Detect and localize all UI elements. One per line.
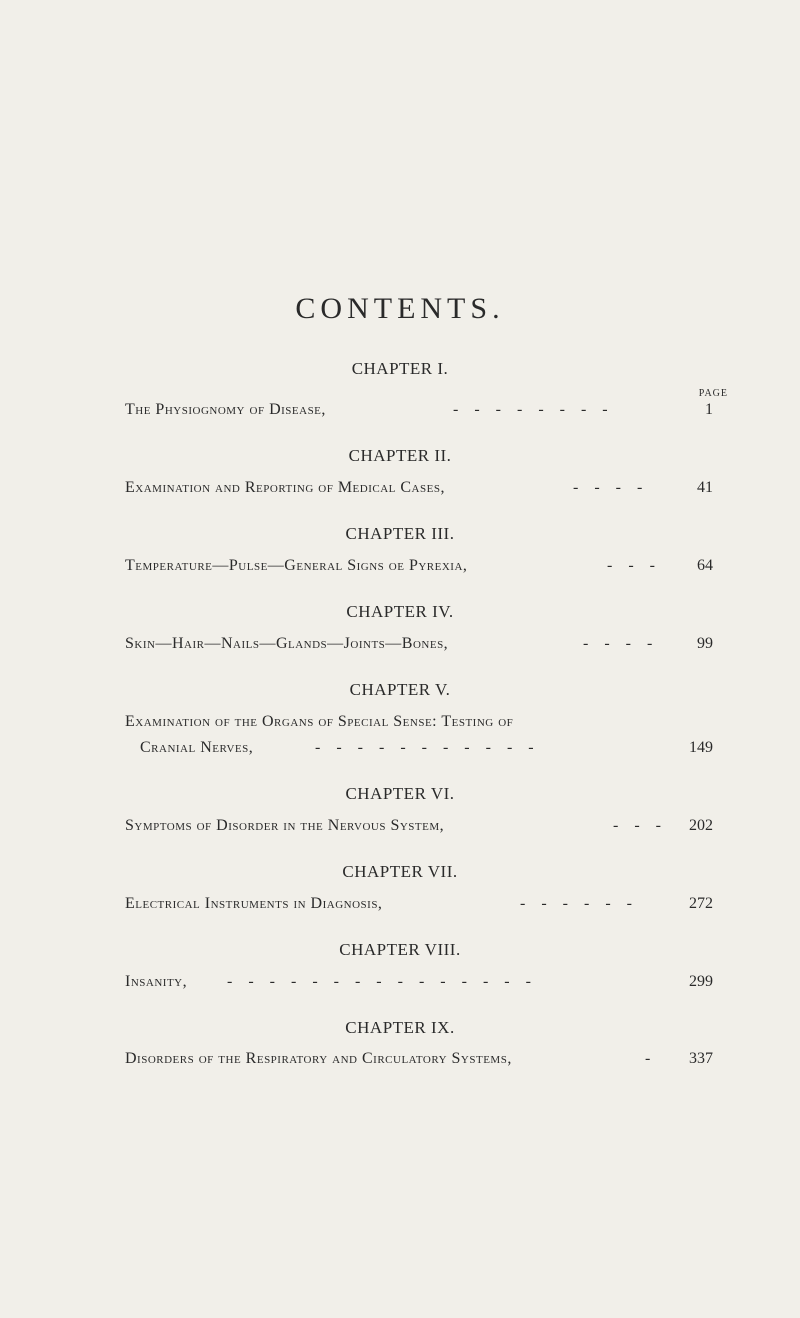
chapter-heading: CHAPTER VII. xyxy=(342,862,458,881)
leader-dots: - - - xyxy=(607,557,661,574)
chapter-heading: CHAPTER V. xyxy=(349,680,451,699)
leader-dots: - - - - xyxy=(573,479,649,496)
page-column-label: PAGE xyxy=(698,388,728,399)
toc-entry-page: 202 xyxy=(689,817,713,834)
leader-dots: - - - - - - xyxy=(520,895,638,912)
chapter-heading: CHAPTER I. xyxy=(351,359,449,378)
toc-entry-page: 1 xyxy=(705,401,713,418)
toc-entry-title: Insanity, xyxy=(125,973,188,990)
leader-dots: - xyxy=(645,1050,657,1067)
chapter-heading: CHAPTER III. xyxy=(345,524,455,543)
leader-dots: - - - - - - - - - - - - - - - xyxy=(227,973,537,990)
leader-dots: - - - - - - - - - - - xyxy=(315,739,540,756)
toc-entry-page: 299 xyxy=(689,973,713,990)
toc-entry-title: Disorders of the Respiratory and Circulatory Systems, xyxy=(125,1050,512,1067)
leader-dots: - - - xyxy=(613,817,667,834)
toc-entry-page: 337 xyxy=(689,1050,713,1067)
chapter-heading: CHAPTER II. xyxy=(348,446,452,465)
toc-entry-title: Temperature—Pulse—General Signs oe Pyrexia, xyxy=(125,557,468,574)
toc-entry-title: Electrical Instruments in Diagnosis, xyxy=(125,895,383,912)
toc-entry-page: 64 xyxy=(697,557,713,574)
leader-dots: - - - - xyxy=(583,635,659,652)
toc-entry-title-line2: Cranial Nerves, xyxy=(140,739,254,756)
toc-entry-page: 99 xyxy=(697,635,713,652)
chapter-heading: CHAPTER VI. xyxy=(345,784,455,803)
toc-entry-title: The Physiognomy of Disease, xyxy=(125,401,326,418)
toc-entry-title: Symptoms of Disorder in the Nervous System, xyxy=(125,817,445,834)
toc-entry-title-line1: Examination of the Organs of Special Sense: Testing of xyxy=(125,713,514,730)
chapter-heading: CHAPTER IV. xyxy=(346,602,454,621)
toc-entry-title: Examination and Reporting of Medical Cases, xyxy=(125,479,445,496)
chapter-heading: CHAPTER VIII. xyxy=(339,940,461,959)
page-title: CONTENTS. xyxy=(295,292,505,325)
toc-entry-title: Skin—Hair—Nails—Glands—Joints—Bones, xyxy=(125,635,449,652)
leader-dots: - - - - - - - - xyxy=(453,401,614,418)
toc-entry-page: 149 xyxy=(689,739,713,756)
chapter-heading: CHAPTER IX. xyxy=(345,1018,455,1037)
toc-entry-page: 41 xyxy=(697,479,713,496)
toc-entry-page: 272 xyxy=(689,895,713,912)
